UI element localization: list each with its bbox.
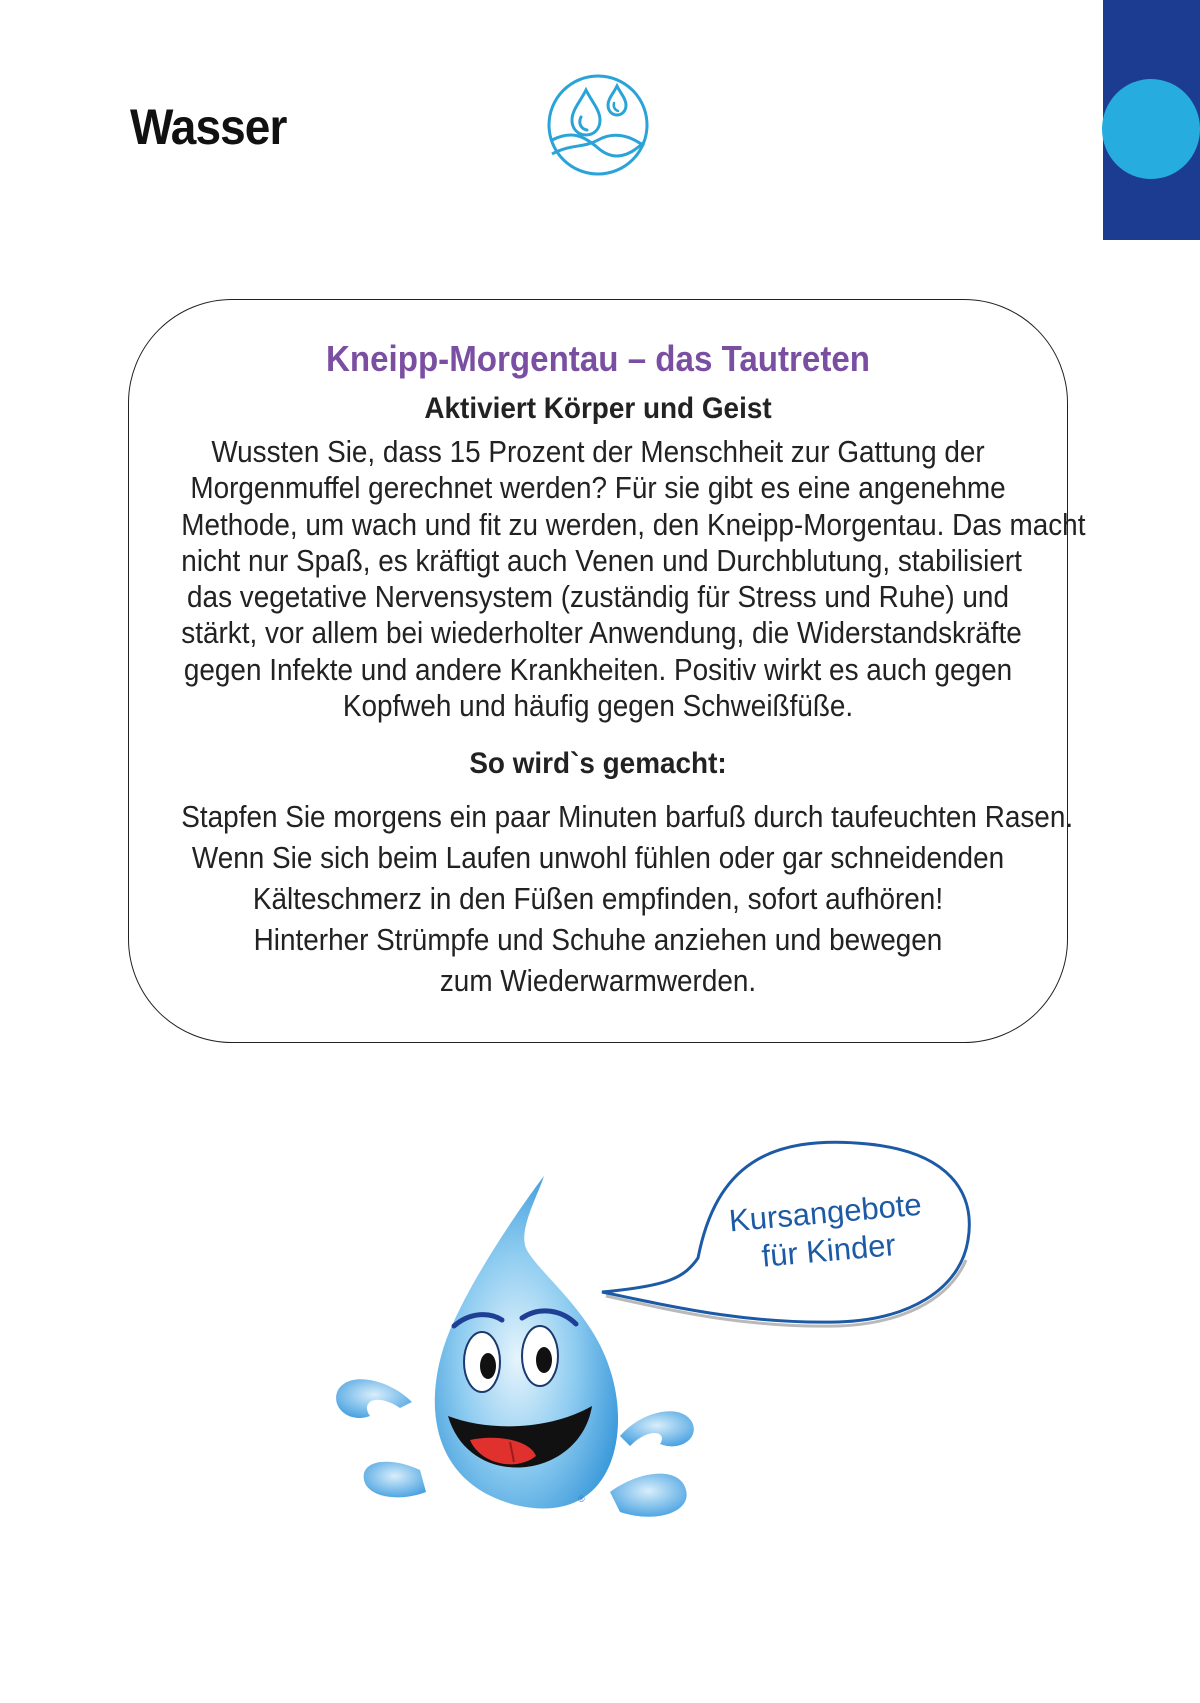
page-title: Wasser (130, 99, 287, 155)
bubble-line: Kursangebote (727, 1186, 923, 1239)
water-drops-wave-icon (544, 74, 652, 176)
corner-accent-dot (1102, 79, 1200, 179)
svg-text:®: ® (578, 1494, 585, 1504)
info-card (128, 299, 1086, 1043)
howto-line: Kälteschmerz in den Füßen empfinden, sofort aufhören! (252, 881, 944, 916)
intro-line: gegen Infekte und andere Krankheiten. Positiv wirkt es auch gegen (183, 651, 1013, 687)
intro-line: Wussten Sie, dass 15 Prozent der Menschheit zur Gattung der (211, 434, 985, 469)
howto-heading: So wird`s gemacht: (469, 747, 727, 780)
howto-line: zum Wiederwarmwerden. (439, 963, 757, 998)
intro-line: das vegetative Nervensystem (zuständig für Stress und Ruhe) und (187, 579, 1009, 615)
bubble-line: für Kinder (760, 1227, 898, 1274)
card-intro-text (181, 434, 1086, 724)
howto-line: Wenn Sie sich beim Laufen unwohl fühlen oder gar schneidenden (191, 840, 1005, 875)
card-title: Kneipp-Morgentau – das Tautreten (325, 338, 871, 379)
howto-text (181, 796, 1074, 1001)
card-subtitle: Aktiviert Körper und Geist (424, 392, 772, 425)
intro-line: Kopfweh und häufig gegen Schweißfüße. (342, 688, 854, 724)
intro-line: Morgenmuffel gerechnet werden? Für sie gibt es eine angenehme (190, 470, 1006, 506)
intro-line: nicht nur Spaß, es kräftigt auch Venen und Durchblutung, stabilisiert (181, 542, 1022, 578)
intro-line: Methode, um wach und fit zu werden, den Kneipp-Morgentau. Das macht (181, 506, 1086, 542)
howto-line: Hinterher Strümpfe und Schuhe anziehen und bewegen (253, 922, 943, 957)
intro-line: stärkt, vor allem bei wiederholter Anwendung, die Widerstandskräfte (181, 615, 1022, 651)
howto-line: Stapfen Sie morgens ein paar Minuten barfuß durch taufeuchten Rasen. (181, 799, 1074, 834)
